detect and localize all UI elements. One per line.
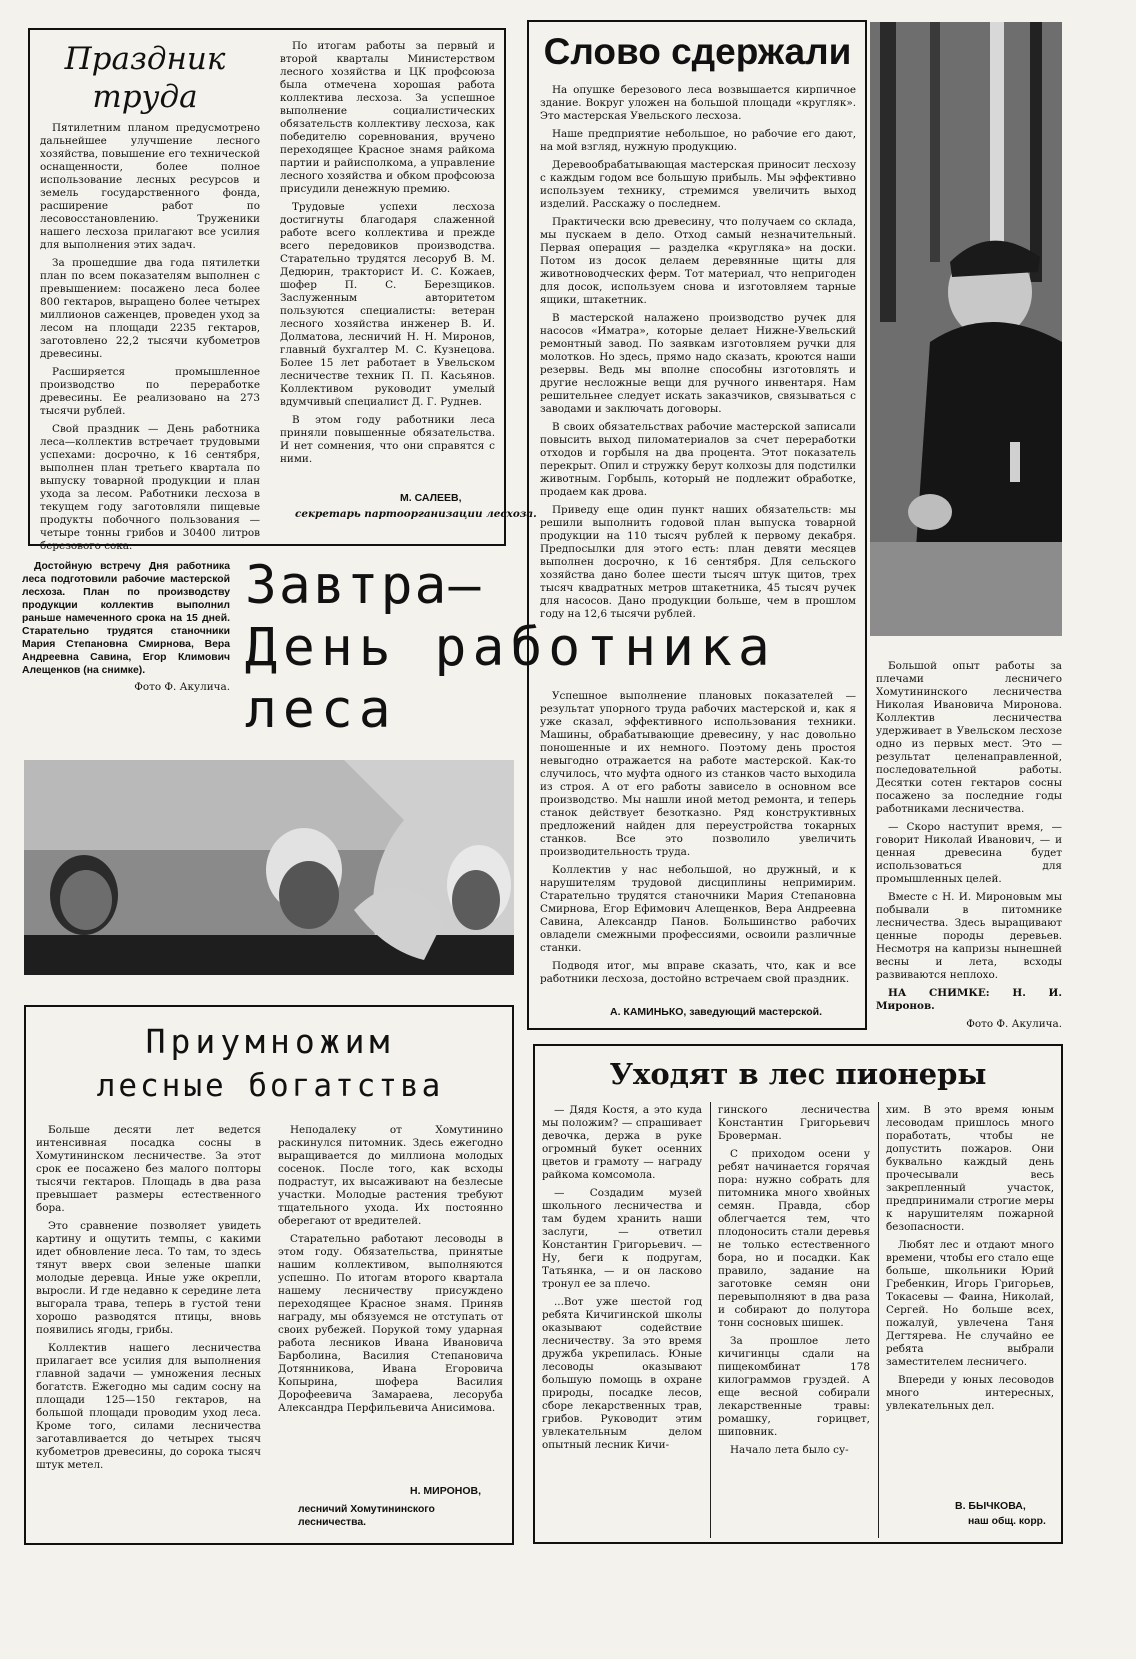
caption-right-credit: Фото Ф. Акулича. (966, 1018, 1062, 1030)
caption-left-text: Достойную встречу Дня работника леса подготовили рабочие мастерской лесхоза. План по производству продукции коллектив выполнил раньше намеченного срока на 15 дней. Старательно трудятся станочники Мария Степановна Смирнова, Вера Андреевна Савина, Егор Климович Алещенков (на снимке). (22, 561, 230, 676)
article-prazdnik-col1 (40, 122, 260, 552)
paragraph: Свой праздник — День работника леса—коллектив встречает трудовыми успехами: досрочно, к 16 сентября, выполнен план третьего квартала по выпуску товарной продукции и план ухода за лесом. Работники лесхоза в текущем году заготовляли пищевые продукты побочного пользования — четыре тонны грибов и 30400 литров березового сока. (40, 423, 260, 552)
title-line-2: лесные богатства (96, 1068, 444, 1104)
column-divider (878, 1102, 879, 1538)
photo-workers (24, 760, 514, 975)
paragraph: Неподалеку от Хомутинино раскинулся питомник. Здесь ежегодно выращивается до миллиона молодых сосенок. После того, как всходы подрастут, их высаживают на безлесые участки. Молодые растения требуют тщательного ухода. Их постоянно оберегают от вредителей. (278, 1124, 503, 1227)
headline-line-2: День работника (245, 617, 776, 678)
paragraph: Старательно работают лесоводы в этом году. Обязательства, принятые нашим коллективом, выполняются успешно. По итогам второго квартала нашему лесничеству присуждено переходящее Красное знамя. Приняв награду, мы обязуемся не отступать от своих рубежей. Порукой тому ударная работа лесников Ивана Ивановича Барболина, Василия Степановича Дотянникова, Ивана Егоровича Копырина, шофера Василия Дорофеевича Замараева, лесоруба Александра Перфильевича Анисимова. (278, 1233, 503, 1414)
article-priumnozhim-col2 (278, 1124, 503, 1484)
paragraph: В своих обязательствах рабочие мастерской записали повысить выход пиломатериалов за счет переработки отходов и горбыля на два процента. Этот показатель перекрыт. Опил и стружку берут колхозы для подстилки животным. Горбыль, который не подлежит обработке, продаем как дрова. (540, 421, 856, 498)
headline-line-3: леса (245, 679, 397, 740)
photo-forester-image (870, 22, 1062, 636)
caption-right (876, 660, 1062, 1030)
paragraph: гинского лесничества Константин Григорьевич Броверман. (718, 1104, 870, 1142)
photo-forester (870, 22, 1062, 636)
article-pionery-col2 (718, 1104, 870, 1540)
paragraph: Коллектив у нас небольшой, но дружный, и к нарушителям трудовой дисциплины непримирим. Старательно трудятся станочники Мария Степановна Смирнова, Егор Ефимович Алещенков, Вера Андреевна Савина, Александр Панов. Большинство рабочих овладели смежными профессиями, освоили различные станки. (540, 864, 856, 954)
paragraph: Это сравнение позволяет увидеть картину и ощутить темпы, с какими идет обновление леса. То там, то здесь тянут вверх свои зеленые шапки молодые деревца. Иные уже окрепли, выросли. И где недавно к середине лета выгорала трава, теперь в густой тени хорошо разводятся птицы, вновь появились ягоды, грибы. (36, 1220, 261, 1336)
paragraph: — Создадим музей школьного лесничества и там будем хранить наши заслуги, — ответил Константин Григорьевич. — Ну, беги к подругам, Татьянка, — и он ласково тронул ее за плечо. (542, 1187, 702, 1290)
paragraph: На опушке березового леса возвышается кирпичное здание. Вокруг уложен на большой площади «кругляк». Это мастерская Увельского лесхоза. (540, 84, 856, 122)
paragraph: Начало лета было су- (730, 1444, 849, 1456)
article-slovo-title: Слово сдержали (543, 31, 852, 72)
paragraph: Пятилетним планом предусмотрено дальнейшее улучшение лесного хозяйства, повышение его технической оснащенности, более полное использование лесных ресурсов и земель государственного фонда, расширение работ по лесовосстановлению. Труженики нашего лесхоза прилагают все усилия для выполнения этих задач. (40, 122, 260, 251)
paragraph: — Скоро наступит время, — говорит Николай Иванович, — и ценная древесина будет использоваться для промышленных целей. (876, 821, 1062, 885)
paragraph: Вместе с Н. И. Мироновым мы побывали в питомнике лесничества. Здесь выращивают ценные породы деревьев. Несмотря на капризы нынешней весны и лета, всходы развиваются неплохо. (876, 891, 1062, 981)
paragraph: Подводя итог, мы вправе сказать, что, как и все работники лесхоза, достойно встречаем свой праздник. (540, 960, 856, 985)
paragraph: За прошедшие два года пятилетки план по всем показателям выполнен с превышением: посажено леса более 800 гектаров, выращено более четырех миллионов саженцев, проведен уход за лесом на площади 2235 гектаров, заготовлено 22,2 тысячи кубометров древесины. (40, 257, 260, 360)
paragraph: Трудовые успехи лесхоза достигнуты благодаря слаженной работе всего коллектива и прежде всего передовиков производства. Старательно трудятся лесоруб В. М. Дедюрин, тракторист И. С. Кожаев, шофер П. С. Березщиков. Заслуженным авторитетом пользуются специалисты: ветеран лесного хозяйства инженер В. И. Долматова, лесничий Н. Н. Миронов, главный бухгалтер М. С. Кузнецова. Более 15 лет работает в Увельском лесничестве техник П. П. Касьянов. Коллективом руководит умелый вдумчивый специалист Д. Г. Руднев. (280, 201, 495, 408)
paragraph: Впереди у юных лесоводов много интересных, увлекательных дел. (886, 1374, 1054, 1412)
paragraph: Любят лес и отдают много времени, чтобы его стало еще больше, школьники Юрий Гребенкин, Игорь Григорьев, Токасевы — Фаина, Николай, Сергей. Но больше всех, пожалуй, увлечена Таня Дегтярева. Не случайно ее ребята выбрали заместителем лесничего. (886, 1239, 1054, 1368)
article-pionery-col3 (886, 1104, 1054, 1494)
article-pionery-col1 (542, 1104, 702, 1540)
title-line-1: Приумножим (145, 1022, 395, 1061)
article-priumnozhim-title (30, 1020, 510, 1108)
paragraph: Больше десяти лет ведется интенсивная посадка сосны в Хомутининском лесничестве. За этот срок ее посажено без малого полторы тысячи гектаров. Площадь в два раза превышает размеры естественного бора. (36, 1124, 261, 1214)
headline-line-1: Завтра— (245, 555, 483, 616)
column-divider (710, 1102, 711, 1538)
paragraph: В этом году работники леса приняли повышенные обязательства. И нет сомнения, что они справятся с ними. (280, 414, 495, 465)
title-line-1: Праздник (64, 41, 226, 77)
paragraph: — Дядя Костя, а это куда мы положим? — спрашивает девочка, держа в руке огромный букет осенних цветов и грамоту — награду райкома комсомола. (542, 1104, 702, 1181)
paragraph: Расширяется промышленное производство по переработке древесины. Ее реализовано на 273 тысячи рублей. (40, 366, 260, 417)
photo-workers-image (24, 760, 514, 975)
paragraph: Большой опыт работы за плечами лесничего Хомутининского лесничества Николая Ивановича Миронова. Коллектив лесничества удерживает в Увельском лесхозе одно из первых мест. Это — результат целенаправленной, последовательной работы. Десятки сотен гектаров сосны посажено за последние годы работниками лесничества. (876, 660, 1062, 815)
paragraph: С приходом осени у ребят начинается горячая пора: нужно собрать для питомника много хвойных семян. Правда, сбор облегчается тем, что плодоносить стали деревья не только естественного бора, но и посадки. Как правило, задание на заготовке семян они перевыполняют в два раза и собирают до полутора тонн сосновых шишек. (718, 1148, 870, 1329)
article-slovo-signature: А. КАМИНЬКО, заведующий мастерской. (610, 1006, 823, 1018)
main-headline (245, 555, 825, 741)
article-priumnozhim-signature-role: лесничий Хомутининского лесничества. (298, 1504, 435, 1528)
caption-left (22, 560, 230, 694)
paragraph: По итогам работы за первый и второй кварталы Министерством лесного хозяйства и ЦК профсоюза была отмечена хорошая работа коллектива лесхоза. За успешное выполнение социалистических обязательств коллективу лесхоза, как победителю соревнования, вручено переходящее Красное знамя райкома партии и райисполкома, а управление лесного хозяйства и обком профсоюза присудили денежную премию. (280, 40, 495, 195)
paragraph: Деревообрабатывающая мастерская приносит лесхозу с каждым годом все большую прибыль. Мы эффективно используем технику, стремимся увеличить выход изделий. Расскажу о последнем. (540, 159, 856, 210)
article-prazdnik-signature-name: М. САЛЕЕВ, (400, 492, 462, 504)
article-pionery-title: Уходят в лес пионеры (609, 1057, 987, 1091)
article-prazdnik-signature-role: секретарь партоорганизации лесхоза. (295, 508, 537, 520)
article-pionery-signature-role: наш общ. корр. (968, 1516, 1046, 1527)
article-pionery-signature-name: В. БЫЧКОВА, (955, 1500, 1026, 1512)
article-prazdnik-col2 (280, 40, 495, 485)
caption-left-credit: Фото Ф. Акулича. (134, 681, 230, 693)
title-line-2: труда (92, 79, 198, 115)
paragraph: Наше предприятие небольшое, но рабочие его дают, на мой взгляд, нужную продукцию. (540, 128, 856, 153)
paragraph: Успешное выполнение плановых показателей — результат упорного труда рабочих мастерской и, как я уже сказал, эффективного использования техники. Машины, обрабатывающие древесину, у нас довольно поношенные и их немного. Поэтому день простоя невыгодно отражается на работе мастерской. Как-то случилось, что муфта одного из станков часто выходила из строя. А от его работы зависело в основном все производство. Мы нашли иной метод ремонта, и теперь станок действует безотказно. Ряд конструктивных предложений найден для переустройства токарных станков. Все это позволило увеличить производительность труда. (540, 690, 856, 858)
paragraph: ...Вот уже шестой год ребята Кичигинской школы оказывают содействие лесничеству. За это время дружба укрепилась. Юные лесоводы оказывают большую помощь в охране природы, посадке лесов, сборе лекарственных трав, грибов. Руководит этим увлекательным делом опытный лесник Кичи- (542, 1296, 702, 1451)
article-slovo-body (540, 84, 856, 624)
paragraph: Практически всю древесину, что получаем со склада, мы пускаем в дело. Отход самый незначительный. Первая операция — разделка «кругляка» на доски. Потом из досок делаем деревянные щиты для животноводческих ферм. Тот материал, что непригоден для досок, используем снова и изготовляем тарные ящики, штакетник. (540, 216, 856, 306)
paragraph: Коллектив нашего лесничества прилагает все усилия для выполнения главной задачи — умножения лесных богатств. Ежегодно мы садим сосну на площади 125—150 гектаров, на большой площади проводим уход леса. Кроме того, силами лесничества заготавливается до четырех тысяч кубометров древесины, до сорока тысяч штук метел. (36, 1342, 261, 1471)
paragraph: Приведу еще один пункт наших обязательств: мы решили выполнить годовой план выпуска товарной продукции на 110 тысяч рублей к первому декабря. Предпосылки для этого есть: план девяти месяцев выполнен досрочно, к 16 сентября. Для сельского хозяйства дано более шести тысяч штук щитов, трех тысяч квадратных метров штакетника, 45 тысяч ручек для насосов. Дано продукции больше, чем в прошлом году на 12,6 тысячи рублей. (540, 504, 856, 620)
article-prazdnik-title (40, 40, 250, 116)
article-priumnozhim-signature-name: Н. МИРОНОВ, (410, 1485, 481, 1497)
caption-right-photo-label: НА СНИМКЕ: Н. И. Миронов. (876, 987, 1062, 1012)
paragraph: В мастерской налажено производство ручек для насосов «Иматра», которые делает Нижне-Увельский ремонтный завод. По заявкам изготовляем ручки для молотков. Но здесь, прямо надо сказать, кроются наши резервы. Ведь мы вполне способны изготовлять и другие несложные вещи для ручного инвентаря. Нам решительнее следует искать заказчиков, связываться с заводами и заключать договоры. (540, 312, 856, 415)
article-priumnozhim-col1 (36, 1124, 261, 1539)
paragraph: За прошлое лето кичигинцы сдали на пищекомбинат 178 килограммов груздей. А еще весной собирали лекарственные травы: ромашку, горицвет, шиповник. (718, 1335, 870, 1438)
paragraph: хим. В это время юным лесоводам пришлось много поработать, чтобы не допустить пожаров. Они буквально каждый день прочесывали весь закрепленный участок, предпринимали строгие меры к нарушителям пожарной безопасности. (886, 1104, 1054, 1233)
